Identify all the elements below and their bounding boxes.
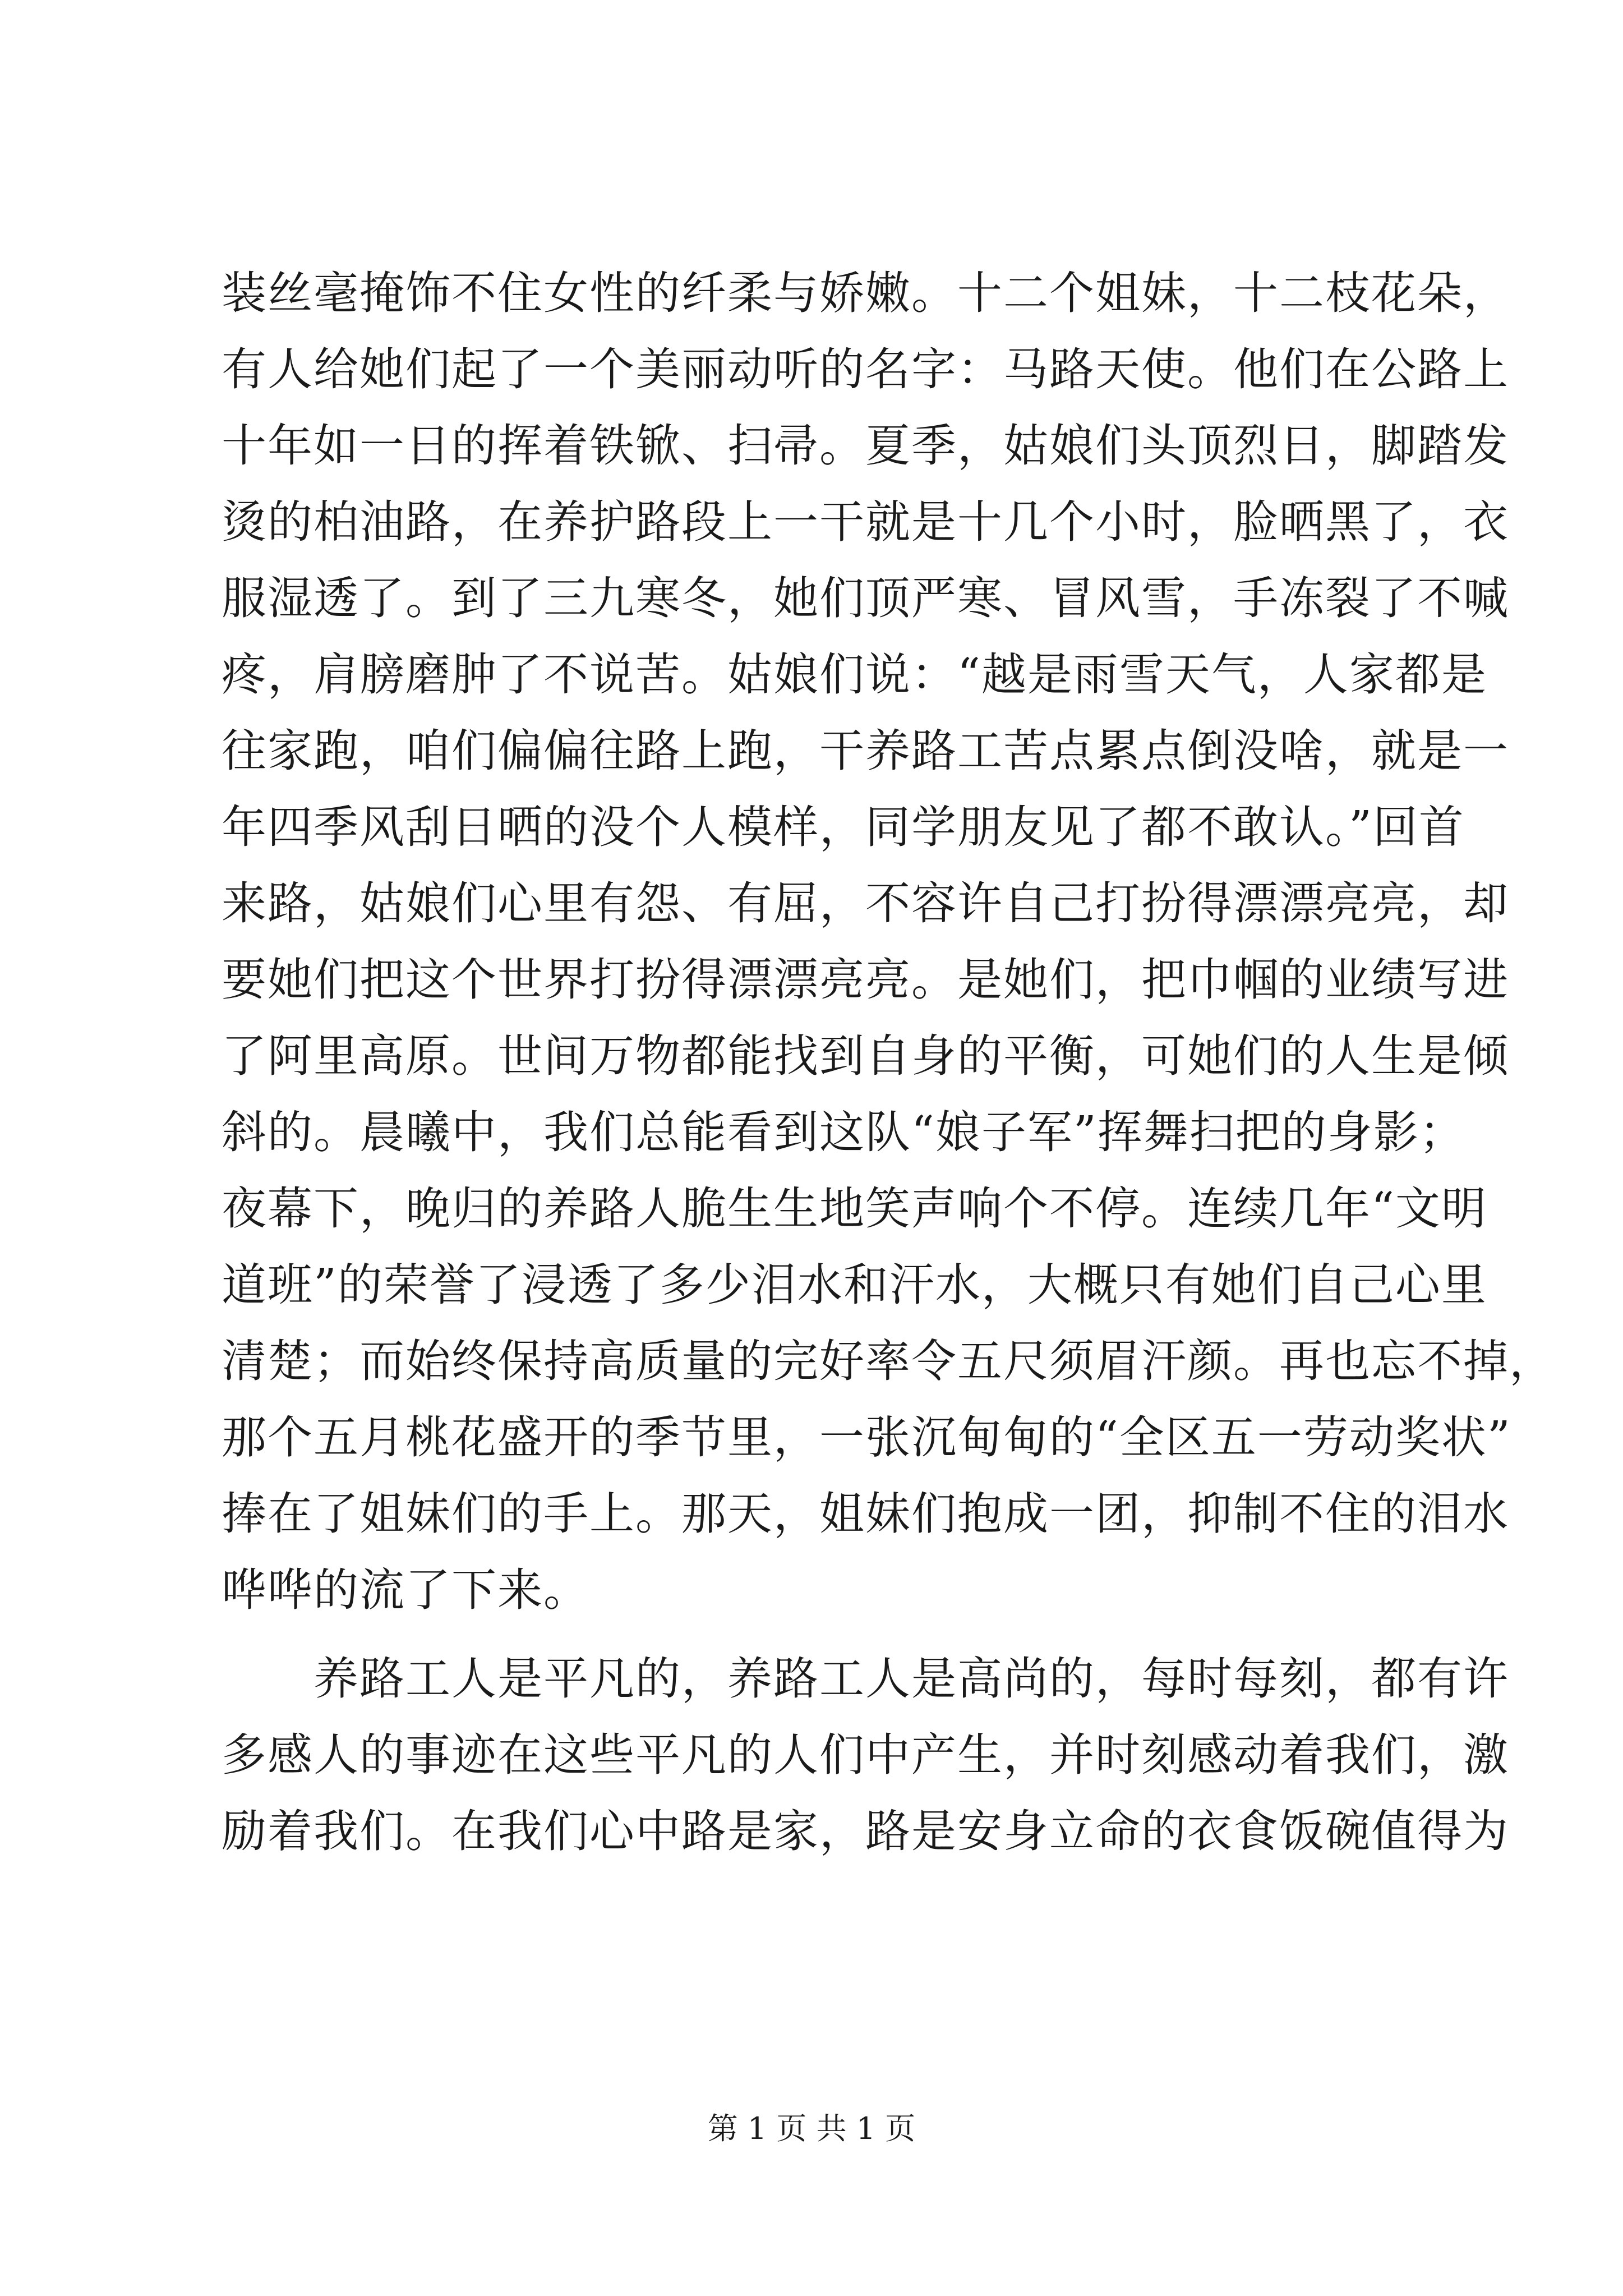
text-line: 烫的柏油路，在养护路段上一干就是十几个小时，脸晒黑了，衣 (222, 496, 1509, 548)
text-line: 道班”的荣誉了浸透了多少泪水和汗水，大概只有她们自己心里 (222, 1259, 1487, 1311)
text-line: 疼，肩膀磨肿了不说苦。姑娘们说：“越是雨雪天气，人家都是 (222, 648, 1487, 701)
text-line: 装丝毫掩饰不住女性的纤柔与娇嫩。十二个姐妹，十二枝花朵， (222, 267, 1509, 319)
text-line: 那个五月桃花盛开的季节里，一张沉甸甸的“全区五一劳动奖状” (222, 1411, 1511, 1464)
paragraph (222, 255, 1555, 1628)
body-text (222, 255, 1555, 1870)
text-line: 年四季风刮日晒的没个人模样，同学朋友见了都不敢认。”回首 (222, 801, 1465, 853)
page-footer: 第 1 页 共 1 页 (707, 2111, 916, 2146)
text-line: 哗哗的流了下来。 (222, 1564, 589, 1616)
text-line: 服湿透了。到了三九寒冬，她们顶严寒、冒风雪，手冻裂了不喊 (222, 572, 1509, 624)
text-line: 要她们把这个世界打扮得漂漂亮亮。是她们，把巾帼的业绩写进 (222, 954, 1509, 1006)
text-line: 斜的。晨曦中，我们总能看到这队“娘子军”挥舞扫把的身影； (222, 1106, 1465, 1158)
text-line: 励着我们。在我们心中路是家，路是安身立命的衣食饭碗值得为 (222, 1805, 1509, 1857)
text-line: 了阿里高原。世间万物都能找到自身的平衡，可她们的人生是倾 (222, 1030, 1509, 1082)
text-line: 夜幕下，晚归的养路人脆生生地笑声响个不停。连续几年“文明 (222, 1182, 1487, 1235)
text-line: 有人给她们起了一个美丽动听的名字：马路天使。他们在公路上 (222, 343, 1509, 395)
paragraph-gap (222, 1628, 1410, 1641)
text-line: 捧在了姐妹们的手上。那天，姐妹们抱成一团，抑制不住的泪水 (222, 1488, 1509, 1540)
text-line: 往家跑，咱们偏偏往路上跑，干养路工苦点累点倒没啥，就是一 (222, 725, 1509, 777)
paragraph (222, 1641, 1509, 1870)
text-line: 来路，姑娘们心里有怨、有屈，不容许自己打扮得漂漂亮亮，却 (222, 877, 1509, 930)
text-line: 十年如一日的挥着铁锨、扫帚。夏季，姑娘们头顶烈日，脚踏发 (222, 420, 1509, 472)
text-line: 养路工人是平凡的，养路工人是高尚的，每时每刻，都有许 (222, 1653, 1509, 1705)
text-line: 清楚；而始终保持高质量的完好率令五尺须眉汗颜。再也忘不掉， (222, 1335, 1555, 1387)
text-line: 多感人的事迹在这些平凡的人们中产生，并时刻感动着我们，激 (222, 1729, 1509, 1781)
